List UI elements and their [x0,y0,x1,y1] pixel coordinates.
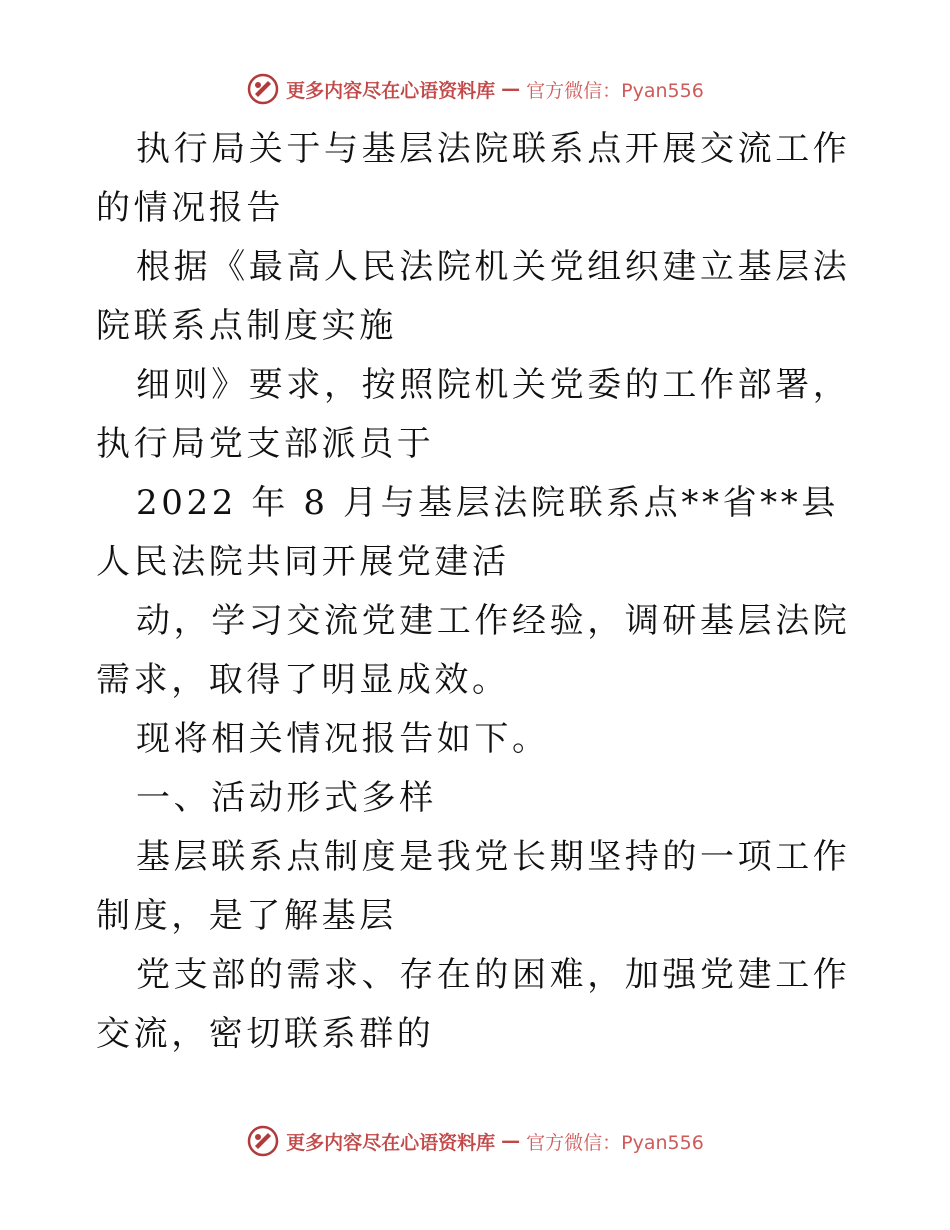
paragraph: 基层联系点制度是我党长期坚持的一项工作制度，是了解基层 [96,837,851,936]
report-title: 执行局关于与基层法院联系点开展交流工作的情况报告 [96,129,851,228]
paragraph: 现将相关情况报告如下。 [136,719,550,759]
banner-brand-text: 更多内容尽在心语资料库 [286,1131,496,1154]
seal-logo-icon [246,72,280,106]
banner-wechat-text: 官方微信：Pyan556 [526,79,704,102]
banner-dash: — [501,78,521,100]
seal-logo-icon [246,1124,280,1158]
header-watermark-banner [0,72,950,106]
banner-dash: — [501,1130,521,1152]
document-body [96,120,856,1064]
paragraph: 根据《最高人民法院机关党组织建立基层法院联系点制度实施 [96,247,851,346]
banner-wechat-text: 官方微信：Pyan556 [526,1131,704,1154]
paragraph: 动，学习交流党建工作经验，调研基层法院需求，取得了明显成效。 [96,601,851,700]
paragraph: 2022 年 8 月与基层法院联系点**省**县人民法院共同开展党建活 [96,483,839,582]
banner-brand-text: 更多内容尽在心语资料库 [286,79,496,102]
footer-watermark-banner [0,1124,950,1158]
paragraph: 党支部的需求、存在的困难，加强党建工作交流，密切联系群的 [96,955,851,1054]
section-heading: 一、活动形式多样 [136,778,437,818]
paragraph: 细则》要求，按照院机关党委的工作部署，执行局党支部派员于 [96,365,851,464]
